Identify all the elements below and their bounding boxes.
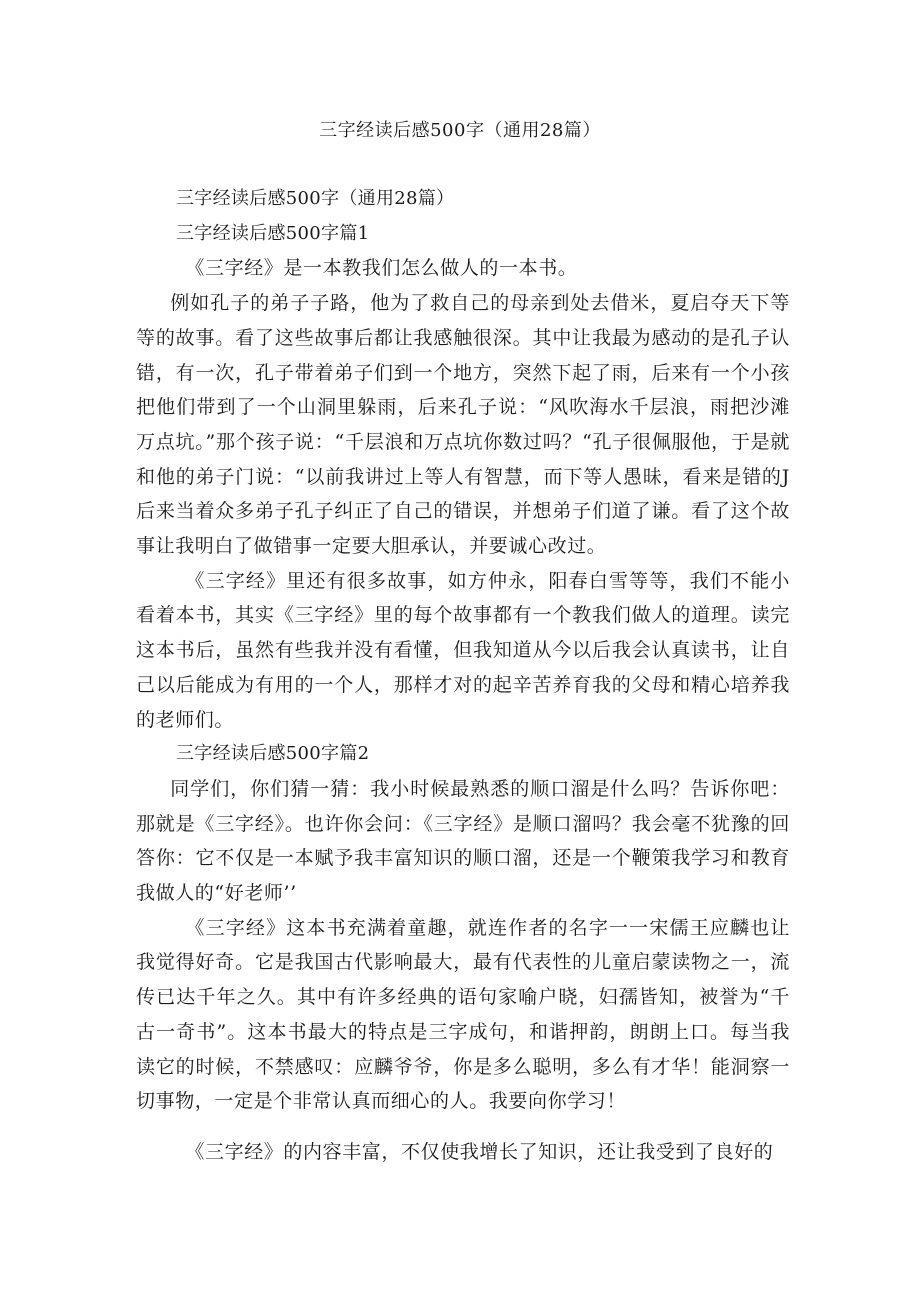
document-subtitle: 三字经读后感500字（通用28篇） [176,188,455,209]
paragraph: 《三字经》这本书充满着童趣，就连作者的名字一一宋儒王应麟也让我觉得好奇。它是我国古代影响最大，最有代表性的儿童启蒙读物之一，流传已达千年之久。其中有许多经典的语句家喻户晓，妇孺皆知，被誉为“千古一奇书”。这本书最大的特点是三字成句，和谐押韵，朗朗上口。每当我读它的时候，不禁感叹：应麟爷爷，你是多么聪明，多么有才华！能洞察一切事物，一定是个非常认真而细心的人。我要向你学习！ [136,916,790,1113]
section-heading-1: 三字经读后感500字篇1 [176,222,370,244]
document-body [136,182,790,1170]
section-heading-2: 三字经读后感500字篇2 [176,743,370,765]
paragraph-gap [136,1119,790,1135]
paragraph: 同学们，你们猜一猜：我小时候最熟悉的顺口溜是什么吗？告诉你吧：那就是《三字经》。也许你会问：《三字经》是顺口溜吗？我会毫不犹豫的回答你：它不仅是一本赋予我丰富知识的顺口溜，还是一个鞭策我学习和教育我做人的“好老师’’ [136,777,790,905]
paragraph: 《三字经》的内容丰富，不仅使我增长了知识，还让我受到了良好的 [185,1140,774,1163]
paragraph: 《三字经》是一本教我们怎么做人的一本书。 [185,257,578,280]
paragraph: 例如孔子的弟子子路，他为了救自己的母亲到处去借米，夏启夺天下等等的故事。看了这些故事后都让我感触很深。其中让我最为感动的是孔子认错，有一次，孔子带着弟子们到一个地方，突然下起了雨，后来有一个小孩把他们带到了一个山洞里躲雨，后来孔子说：“风吹海水千层浪，雨把沙滩万点坑。”那个孩子说：“千层浪和万点坑你数过吗？“孔子很佩服他，于是就和他的弟子门说：“以前我讲过上等人有智慧，而下等人愚昧，看来是错的J后来当着众多弟子孔子纠正了自己的错误，并想弟子们道了谦。看了这个故事让我明白了做错事一定要大胆承认，并要诚心改过。 [136,292,790,558]
paragraph: 《三字经》里还有很多故事，如方仲永，阳春白雪等等，我们不能小看着本书，其实《三字经》里的每个故事都有一个教我们做人的道理。读完这本书后，虽然有些我并没有看懂，但我知道从今以后我会认真读书，让自己以后能成为有用的一个人，那样才对的起辛苦养育我的父母和精心培养我的老师们。 [136,569,790,731]
document-title: 三字经读后感500字（通用28篇） [319,120,601,141]
